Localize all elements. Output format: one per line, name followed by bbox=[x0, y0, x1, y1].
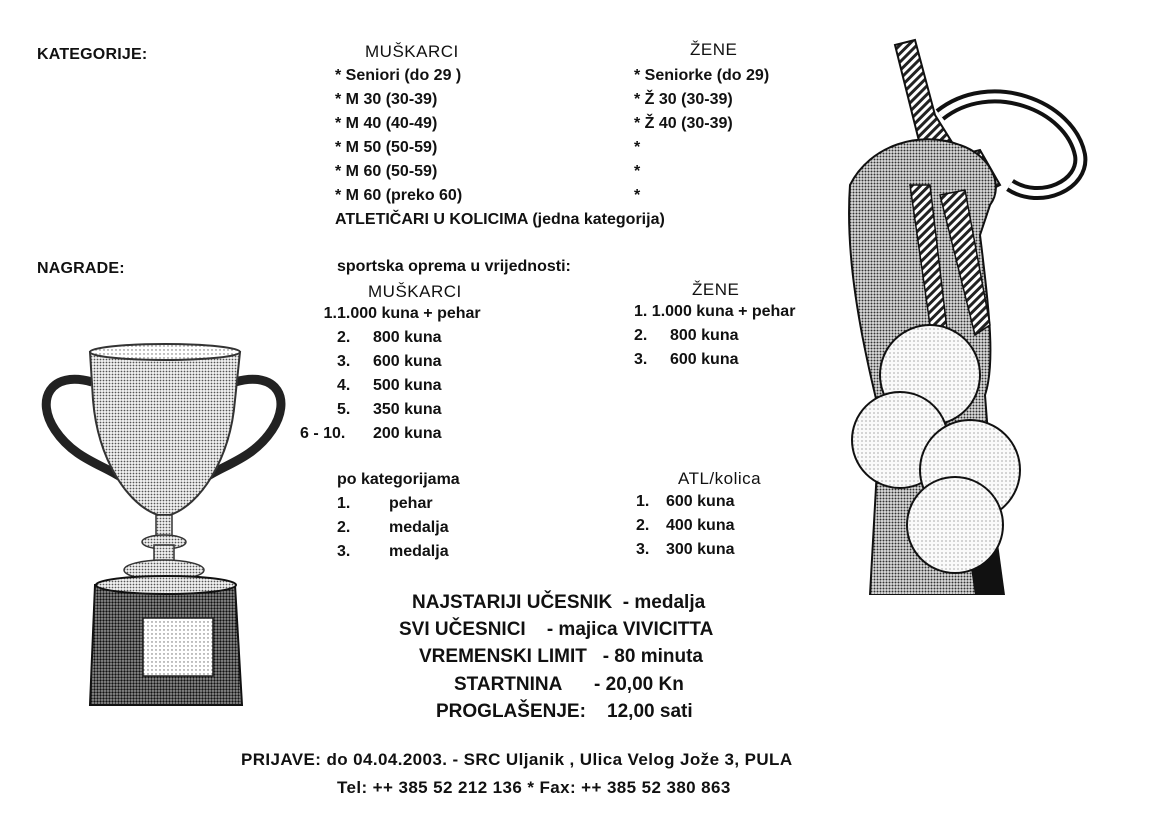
list-item: * Ž 30 (30-39) bbox=[634, 91, 733, 108]
list-item: * M 60 (preko 60) bbox=[335, 187, 463, 204]
list-item: 3. 300 kuna bbox=[636, 541, 735, 558]
info-all-participants: SVI UČESNICI - majica VIVICITTA bbox=[399, 619, 714, 640]
list-item: 2. 800 kuna bbox=[634, 327, 739, 344]
categories-men-list bbox=[335, 64, 665, 232]
prizes-women-header: ŽENE bbox=[692, 280, 740, 299]
contact-line: Tel: ++ 385 52 212 136 * Fax: ++ 385 52 380 863 bbox=[337, 778, 731, 797]
info-oldest: NAJSTARIJI UČESNIK - medalja bbox=[412, 592, 706, 613]
prizes-atl-header: ATL/kolica bbox=[678, 469, 762, 488]
list-item: * M 50 (50-59) bbox=[335, 139, 438, 156]
prizes-men-list bbox=[300, 302, 481, 446]
list-item: * bbox=[634, 139, 641, 156]
prizes-categories-list bbox=[337, 492, 449, 564]
list-item: 1. 600 kuna bbox=[636, 493, 735, 510]
list-item: 4. 500 kuna bbox=[337, 377, 442, 394]
prizes-intro: sportska oprema u vrijednosti: bbox=[337, 258, 571, 275]
trophy-icon bbox=[30, 340, 300, 720]
prizes-men-header: MUŠKARCI bbox=[368, 282, 462, 301]
info-time-limit: VREMENSKI LIMIT - 80 minuta bbox=[419, 646, 703, 667]
categories-women-list bbox=[634, 64, 769, 208]
registration-line: PRIJAVE: do 04.04.2003. - SRC Uljanik , Ulica Velog Jože 3, PULA bbox=[241, 750, 793, 769]
wheelchair-category: ATLETIČARI U KOLICIMA (jedna kategorija) bbox=[335, 211, 665, 228]
list-item: * Seniori (do 29 ) bbox=[335, 67, 462, 84]
prizes-categories-header: po kategorijama bbox=[337, 471, 460, 488]
list-item: * M 40 (40-49) bbox=[335, 115, 438, 132]
list-item: 1.1.000 kuna + pehar bbox=[323, 305, 481, 322]
info-entry-fee: STARTNINA - 20,00 Kn bbox=[454, 674, 684, 695]
list-item: 2. 800 kuna bbox=[337, 329, 442, 346]
prizes-women-list bbox=[634, 300, 795, 372]
prizes-atl-list bbox=[636, 490, 734, 562]
categories-label: KATEGORIJE: bbox=[37, 46, 148, 63]
list-item: 1. 1.000 kuna + pehar bbox=[634, 303, 796, 320]
list-item: 1. pehar bbox=[337, 495, 433, 512]
list-item: * M 30 (30-39) bbox=[335, 91, 438, 108]
categories-men-header: MUŠKARCI bbox=[365, 42, 459, 61]
medals-icon bbox=[840, 35, 1090, 595]
list-item: * Ž 40 (30-39) bbox=[634, 115, 733, 132]
list-item: 2. 400 kuna bbox=[636, 517, 735, 534]
list-item: 3. 600 kuna bbox=[634, 351, 739, 368]
list-item: 6 - 10. 200 kuna bbox=[300, 425, 442, 442]
categories-women-header: ŽENE bbox=[690, 40, 738, 59]
list-item: 3. medalja bbox=[337, 543, 449, 560]
list-item: 3. 600 kuna bbox=[337, 353, 442, 370]
prizes-label: NAGRADE: bbox=[37, 260, 125, 277]
list-item: * M 60 (50-59) bbox=[335, 163, 438, 180]
list-item: 5. 350 kuna bbox=[337, 401, 442, 418]
list-item: * bbox=[634, 187, 641, 204]
info-ceremony: PROGLAŠENJE: 12,00 sati bbox=[436, 701, 693, 722]
list-item: 2. medalja bbox=[337, 519, 449, 536]
list-item: * bbox=[634, 163, 641, 180]
list-item: * Seniorke (do 29) bbox=[634, 67, 770, 84]
